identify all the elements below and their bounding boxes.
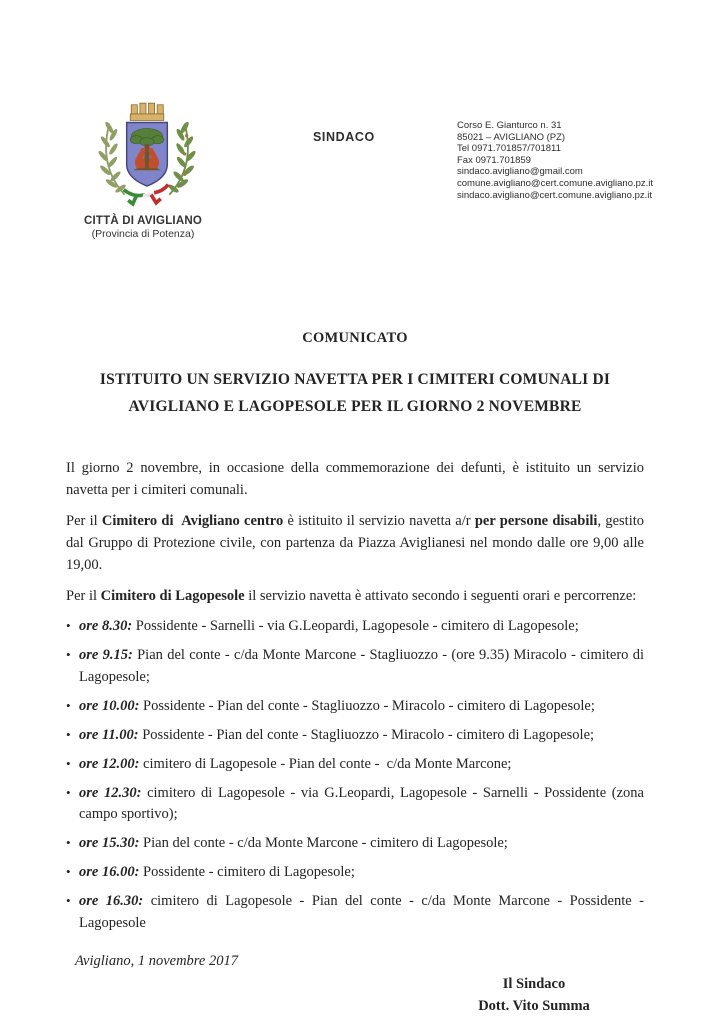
schedule-list: [66, 616, 644, 934]
contact-line: comune.avigliano@cert.comune.avigliano.pz.it: [457, 178, 658, 190]
schedule-item: [66, 833, 644, 855]
signature-role: Il Sindaco: [424, 974, 644, 996]
contact-block: [457, 120, 658, 201]
schedule-route: Possidente - Pian del conte - Stagliuozzo - Miracolo - cimitero di Lagopesole;: [139, 698, 594, 714]
contact-line: 85021 – AVIGLIANO (PZ): [457, 132, 658, 144]
bullet-icon: •: [66, 861, 71, 883]
schedule-time: ore 12.30:: [79, 785, 141, 801]
contact-line: Fax 0971.701859: [457, 155, 658, 167]
contact-line: sindaco.avigliano@cert.comune.avigliano.pz.it: [457, 190, 658, 202]
schedule-route: Pian del conte - c/da Monte Marcone - cimitero di Lagopesole;: [139, 835, 507, 851]
schedule-route: Possidente - Pian del conte - Stagliuozzo - Miracolo - cimitero di Lagopesole;: [139, 727, 594, 743]
schedule-item: [66, 862, 644, 884]
schedule-item: [66, 783, 644, 826]
schedule-route: cimitero di Lagopesole - Pian del conte - c/da Monte Marcone;: [139, 756, 511, 772]
schedule-time: ore 15.30:: [79, 835, 139, 851]
schedule-item: [66, 645, 644, 688]
document: [66, 330, 644, 1017]
contact-line: Corso E. Gianturco n. 31: [457, 120, 658, 132]
schedule-time: ore 11.00:: [79, 727, 139, 743]
municipality-name: CITTÀ DI AVIGLIANO: [58, 214, 228, 228]
bullet-icon: •: [66, 695, 71, 717]
municipality-block: [58, 214, 228, 241]
body-paragraph: Il giorno 2 novembre, in occasione della commemorazione dei defunti, è istituito un servizio navetta per i cimiteri comunali.: [66, 457, 644, 501]
schedule-time: ore 8.30:: [79, 618, 132, 634]
body-paragraphs: [66, 457, 644, 607]
schedule-time: ore 16.30:: [79, 893, 143, 909]
schedule-time: ore 12.00:: [79, 756, 139, 772]
document-title-line: AVIGLIANO E LAGOPESOLE PER IL GIORNO 2 NOVEMBRE: [66, 393, 644, 420]
body-paragraph: Per il Cimitero di Lagopesole il servizio navetta è attivato secondo i seguenti orari e percorrenze:: [66, 585, 644, 607]
body-paragraph: Per il Cimitero di Avigliano centro è istituito il servizio navetta a/r per persone disabili, gestito dal Gruppo di Protezione civile, con partenza da Piazza Aviglianesi nel mondo dalle ore 9,00 alle 19,00.: [66, 510, 644, 576]
bullet-icon: •: [66, 724, 71, 746]
comunicato-kicker: COMUNICATO: [66, 330, 644, 347]
schedule-route: Pian del conte - c/da Monte Marcone - Stagliuozzo - (ore 9.35) Miracolo - cimitero di Lagopesole;: [79, 647, 644, 685]
schedule-item: [66, 616, 644, 638]
bullet-icon: •: [66, 615, 71, 637]
coat-of-arms-icon: [86, 90, 208, 214]
schedule-time: ore 10.00:: [79, 698, 139, 714]
bullet-icon: •: [66, 832, 71, 854]
schedule-time: ore 16.00:: [79, 864, 139, 880]
date-line: Avigliano, 1 novembre 2017: [75, 951, 644, 971]
schedule-route: cimitero di Lagopesole - via G.Leopardi, Lagopesole - Sarnelli - Possidente (zona campo sportivo);: [79, 785, 644, 823]
schedule-item: [66, 725, 644, 747]
bullet-icon: •: [66, 753, 71, 775]
signature-name: Dott. Vito Summa: [424, 996, 644, 1017]
schedule-route: cimitero di Lagopesole - Pian del conte - c/da Monte Marcone - Possidente - Lagopesole: [79, 893, 644, 931]
bullet-icon: •: [66, 890, 71, 912]
schedule-item: [66, 891, 644, 934]
contact-line: Tel 0971.701857/701811: [457, 143, 658, 155]
office-label: SINDACO: [313, 130, 375, 144]
contact-line: sindaco.avigliano@gmail.com: [457, 166, 658, 178]
document-title-line: ISTITUITO UN SERVIZIO NAVETTA PER I CIMITERI COMUNALI DI: [66, 366, 644, 393]
schedule-item: [66, 754, 644, 776]
bullet-icon: •: [66, 644, 71, 666]
schedule-item: [66, 696, 644, 718]
document-title: [66, 366, 644, 420]
schedule-route: Possidente - cimitero di Lagopesole;: [139, 864, 354, 880]
schedule-time: ore 9.15:: [79, 647, 133, 663]
signature-block: [424, 974, 644, 1017]
bullet-icon: •: [66, 782, 71, 804]
schedule-route: Possidente - Sarnelli - via G.Leopardi, Lagopesole - cimitero di Lagopesole;: [132, 618, 579, 634]
province-name: (Provincia di Potenza): [58, 228, 228, 241]
